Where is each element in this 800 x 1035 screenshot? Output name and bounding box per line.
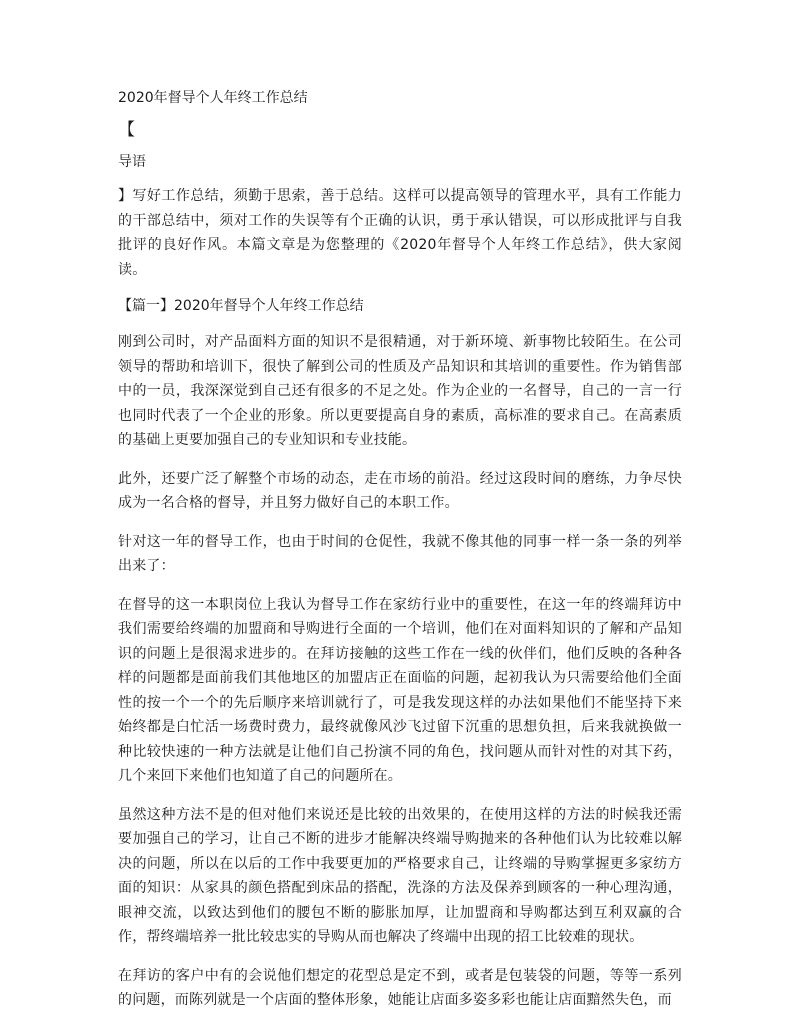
document-page xyxy=(118,88,682,1013)
body-paragraph-5: 虽然这种方法不是的但对他们来说还是比较的出效果的，在使用这样的方法的时候我还需要加强自己的学习，让自己不断的进步才能解决终端导购抛来的各种他们认为比较难以解决的问题，所以在以后的工作中我要更加的严格要求自己，让终端的导购掌握更多家纺方面的知识：从家具的颜色搭配到床品的搭配，洗涤的方法及保养到顾客的一种心理沟通，眼神交流，以致达到他们的腰包不断的膨胀加厚，让加盟商和导购都达到互利双赢的合作，帮终端培养一批比较忠实的导购从而也解决了终端中出现的招工比较难的现状。 xyxy=(118,806,682,945)
body-paragraph-6: 在拜访的客户中有的会说他们想定的花型总是定不到，或者是包装袋的问题，等等一系列的问题，而陈列就是一个店面的整体形象，她能让店面多姿多彩也能让店面黯然失色，而 xyxy=(118,967,682,1008)
section-heading: 【篇一】2020年督导个人年终工作总结 xyxy=(118,298,364,314)
body-paragraph-3: 针对这一年的督导工作，也由于时间的仓促性，我就不像其他的同事一样一条一条的列举出来了： xyxy=(118,533,682,574)
body-paragraph-1: 刚到公司时，对产品面料方面的知识不是很精通，对于新环境、新事物比较陌生。在公司领导的帮助和培训下，很快了解到公司的性质及产品知识和其培训的重要性。作为销售部中的一员，我深深觉到自己还有很多的不足之处。作为企业的一名督导，自己的一言一行也同时代表了一个企业的形象。所以更要提高自身的素质，高标准的要求自己。在高素质的基础上更要加强自己的专业知识和专业技能。 xyxy=(118,334,682,448)
lead-label: 导语 xyxy=(118,154,146,170)
body-paragraph-2: 此外，还要广泛了解整个市场的动态，走在市场的前沿。经过这段时间的磨练，力争尽快成为一名合格的督导，并且努力做好自己的本职工作。 xyxy=(118,470,682,511)
bracket-open: 【 xyxy=(118,120,135,140)
intro-paragraph: 】写好工作总结，须勤于思索，善于总结。这样可以提高领导的管理水平，具有工作能力的干部总结中，须对工作的失误等有个正确的认识，勇于承认错误，可以形成批评与自我批评的良好作风。本篇文章是为您整理的《2020年督导个人年终工作总结》，供大家阅读。 xyxy=(118,188,682,278)
body-paragraph-4: 在督导的这一本职岗位上我认为督导工作在家纺行业中的重要性，在这一年的终端拜访中我们需要给终端的加盟商和导购进行全面的一个培训，他们在对面料知识的了解和产品知识的问题上是很渴求进步的。在拜访接触的这些工作在一线的伙伴们，他们反映的各种各样的问题都是面前我们其他地区的加盟店正在面临的问题，起初我认为只需要给他们全面性的按一个一个的先后顺序来培训就行了，可是我发现这样的办法如果他们不能坚持下来始终都是白忙活一场费时费力，最终就像风沙飞过留下沉重的思想负担，后来我就换做一种比较快速的一种方法就是让他们自己扮演不同的角色，找问题从而针对性的对其下药，几个来回下来他们也知道了自己的问题所在。 xyxy=(118,596,682,784)
document-title: 2020年督导个人年终工作总结 xyxy=(118,90,308,106)
